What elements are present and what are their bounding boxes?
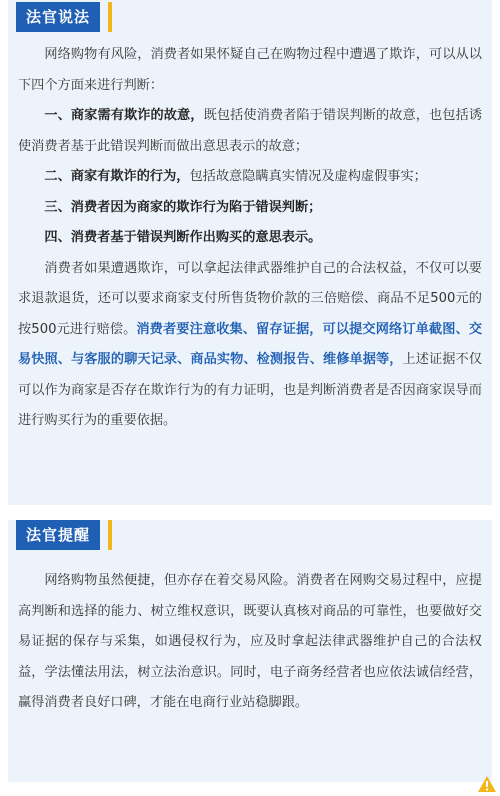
section-body <box>18 40 482 437</box>
evidence-highlight: 消费者要注意收集、留存证据，可以提交网络订单截图、交易快照、与客服的聊天记录、商品实物、检测报告、维修单据等， <box>18 321 483 367</box>
item-2-text: 包括故意隐瞒真实情况及虚构虚假事实； <box>189 169 427 184</box>
tag-accent-bar <box>108 520 112 550</box>
judge-reminder-section <box>8 520 492 782</box>
judgement-item-3 <box>18 193 482 224</box>
section-tag-judge-reminder: 法官提醒 <box>16 520 100 550</box>
item-2-heading: 二、商家有欺诈的行为， <box>44 169 190 184</box>
tag-accent-bar <box>108 2 112 32</box>
item-3-heading: 三、消费者因为商家的欺诈行为陷于错误判断； <box>44 199 322 215</box>
judgement-item-2 <box>18 162 482 193</box>
warning-icon <box>478 776 496 792</box>
section-tag-judge-says: 法官说法 <box>16 2 100 32</box>
reminder-paragraph: 网络购物虽然便捷，但亦存在着交易风险。消费者在网购交易过程中，应提高判断和选择的能力、树立维权意识，既要认真核对商品的可靠性，也要做好交易证据的保存与采集，如遇侵权行为，应及时拿起法律武器维护自己的合法权益，学法懂法用法，树立法治意识。同时，电子商务经营者也应依法诚信经营，赢得消费者良好口碑，才能在电商行业站稳脚跟。 <box>18 573 482 710</box>
item-1-heading: 一、商家需有欺诈的故意， <box>44 108 204 123</box>
item-4-heading: 四、消费者基于错误判断作出购买的意思表示。 <box>44 230 322 245</box>
remedy-paragraph <box>18 254 482 437</box>
judgement-item-4 <box>18 223 482 254</box>
judge-says-section <box>8 0 492 505</box>
evidence-text: 上述证据不仅可以作为商家是否存在欺诈行为的有力证明，也是判断消费者是否因商家误导而进行购买行为的重要依据。 <box>18 352 482 428</box>
item-1-text: 既包括使消费者陷于错误判断的故意，也包括诱使消费者基于此错误判断而做出意思表示的故意； <box>18 108 483 154</box>
section-body <box>18 566 482 719</box>
intro-paragraph: 网络购物有风险，消费者如果怀疑自己在购物过程中遭遇了欺诈，可以从以下四个方面来进行判断： <box>18 47 482 93</box>
remedy-text: 消费者如果遭遇欺诈，可以拿起法律武器维护自己的合法权益，不仅可以要求退款退货，还可以要求商家支付所售货物价款的三倍赔偿、商品不足500元的按500元进行赔偿。 <box>18 260 482 337</box>
judgement-item-1 <box>18 101 482 162</box>
